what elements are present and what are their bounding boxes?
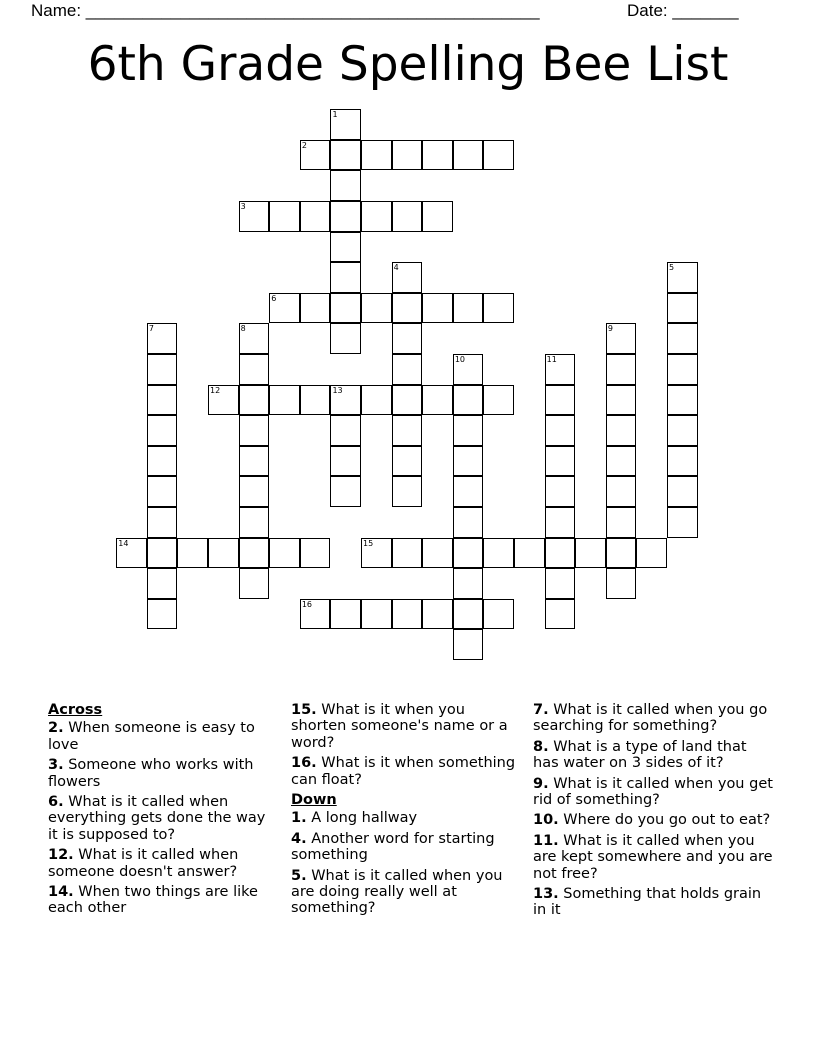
clue-down-7: 7. What is it called when you go searching for something? — [533, 702, 768, 735]
grid-cell[interactable] — [545, 507, 576, 538]
grid-cell[interactable] — [667, 507, 698, 538]
clue-down-8: 8. What is a type of land that has water on 3 sides of it? — [533, 738, 747, 772]
grid-cell[interactable] — [361, 201, 392, 232]
grid-cell[interactable] — [606, 446, 637, 477]
clue-number: 1 — [332, 110, 338, 120]
grid-cell[interactable] — [330, 140, 361, 171]
grid-cell[interactable] — [208, 538, 239, 569]
grid-cell[interactable] — [330, 109, 361, 140]
grid-cell[interactable] — [147, 354, 178, 385]
grid-cell[interactable] — [147, 446, 178, 477]
grid-cell[interactable] — [667, 476, 698, 507]
grid-cell[interactable] — [545, 599, 576, 630]
grid-cell[interactable] — [147, 538, 178, 569]
grid-cell[interactable] — [239, 201, 270, 232]
grid-cell[interactable] — [667, 385, 698, 416]
grid-cell[interactable] — [606, 354, 637, 385]
grid-cell[interactable] — [147, 385, 178, 416]
grid-cell[interactable] — [545, 446, 576, 477]
grid-cell[interactable] — [545, 568, 576, 599]
grid-cell[interactable] — [392, 476, 423, 507]
grid-cell[interactable] — [636, 538, 667, 569]
clue-number: 12 — [210, 385, 221, 395]
grid-cell[interactable] — [330, 385, 361, 416]
clue-number: 10 — [454, 355, 466, 365]
clue-across-2: 2. When someone is easy to love — [48, 720, 255, 753]
grid-cell[interactable] — [361, 599, 392, 630]
grid-cell[interactable] — [453, 415, 484, 446]
grid-cell[interactable] — [300, 293, 331, 324]
grid-cell[interactable] — [239, 568, 270, 599]
grid-cell[interactable] — [239, 385, 270, 416]
grid-cell[interactable] — [330, 446, 361, 477]
clue-down-11: 11. What is it called when you are kept somewhere and you are not free? — [533, 832, 773, 882]
grid-cell[interactable] — [422, 293, 453, 324]
clue-down-1: 1. A long hallway — [291, 810, 418, 827]
grid-cell[interactable] — [422, 538, 453, 569]
grid-cell[interactable] — [116, 538, 147, 569]
grid-cell[interactable] — [147, 568, 178, 599]
grid-cell[interactable] — [545, 415, 576, 446]
across-heading: Across — [48, 702, 103, 718]
grid-cell[interactable] — [300, 538, 331, 569]
grid-cell[interactable] — [575, 538, 606, 569]
grid-cell[interactable] — [667, 446, 698, 477]
grid-cell[interactable] — [147, 507, 178, 538]
grid-cell[interactable] — [392, 140, 423, 171]
grid-cell[interactable] — [483, 385, 514, 416]
clue-down-9: 9. What is it called when you get rid of something? — [533, 775, 773, 809]
name-field[interactable]: Name: ________________________________________________ — [31, 1, 540, 20]
grid-cell[interactable] — [453, 538, 484, 569]
grid-cell[interactable] — [606, 415, 637, 446]
grid-cell[interactable] — [422, 385, 453, 416]
grid-cell[interactable] — [453, 293, 484, 324]
grid-cell[interactable] — [606, 568, 637, 599]
grid-cell[interactable] — [453, 354, 484, 385]
grid-cell[interactable] — [483, 293, 514, 324]
grid-cell[interactable] — [453, 629, 484, 660]
grid-cell[interactable] — [269, 293, 300, 324]
page-title: 6th Grade Spelling Bee List — [87, 37, 729, 92]
clue-across-12: 12. What is it called when someone doesn't answer? — [48, 847, 239, 880]
grid-cell[interactable] — [330, 201, 361, 232]
clues-column-1 — [48, 702, 273, 921]
grid-cell[interactable] — [300, 140, 331, 171]
grid-cell[interactable] — [330, 293, 361, 324]
grid-cell[interactable] — [453, 476, 484, 507]
grid-cell[interactable] — [300, 201, 331, 232]
grid-cell[interactable] — [330, 415, 361, 446]
grid-cell[interactable] — [667, 262, 698, 293]
grid-cell[interactable] — [330, 476, 361, 507]
clue-number: 15 — [363, 538, 374, 548]
grid-cell[interactable] — [545, 354, 576, 385]
grid-cell[interactable] — [606, 385, 637, 416]
grid-cell[interactable] — [239, 446, 270, 477]
grid-cell[interactable] — [239, 476, 270, 507]
clue-across-15: 15. What is it when you shorten someone's name or a word? — [291, 702, 508, 751]
grid-cell[interactable] — [453, 568, 484, 599]
grid-cell[interactable] — [361, 293, 392, 324]
grid-cell[interactable] — [606, 323, 637, 354]
clue-down-10: 10. Where do you go out to eat? — [533, 812, 771, 829]
grid-cell[interactable] — [177, 538, 208, 569]
clue-across-14: 14. When two things are like each other — [48, 884, 258, 917]
grid-cell[interactable] — [239, 538, 270, 569]
grid-cell[interactable] — [239, 507, 270, 538]
date-field[interactable]: Date: _______ — [627, 1, 739, 20]
clue-down-5: 5. What is it called when you are doing really well at something? — [291, 867, 503, 917]
grid-cell[interactable] — [667, 354, 698, 385]
grid-cell[interactable] — [606, 507, 637, 538]
clue-number: 8 — [240, 324, 246, 334]
grid-cell[interactable] — [392, 415, 423, 446]
grid-cell[interactable] — [269, 201, 300, 232]
grid-cell[interactable] — [239, 323, 270, 354]
grid-cell[interactable] — [545, 385, 576, 416]
clue-number: 9 — [607, 324, 613, 334]
grid-cell[interactable] — [453, 446, 484, 477]
grid-cell[interactable] — [514, 538, 545, 569]
clue-number: 11 — [546, 355, 557, 365]
grid-cell[interactable] — [606, 538, 637, 569]
grid-cell[interactable] — [330, 232, 361, 263]
clue-number: 13 — [332, 385, 343, 395]
grid-cell[interactable] — [147, 476, 178, 507]
grid-cell[interactable] — [392, 446, 423, 477]
clue-across-3: 3. Someone who works with flowers — [48, 757, 254, 790]
grid-cell[interactable] — [269, 538, 300, 569]
grid-cell[interactable] — [667, 415, 698, 446]
clues-column-2 — [291, 702, 519, 921]
grid-cell[interactable] — [422, 599, 453, 630]
clue-number: 16 — [301, 599, 313, 609]
grid-cell[interactable] — [239, 354, 270, 385]
clue-number: 4 — [393, 263, 399, 273]
grid-cell[interactable] — [330, 262, 361, 293]
clue-down-4: 4. Another word for starting something — [291, 830, 495, 864]
grid-cell[interactable] — [392, 599, 423, 630]
grid-cell[interactable] — [545, 538, 576, 569]
grid-cell[interactable] — [147, 323, 178, 354]
grid-cell[interactable] — [361, 538, 392, 569]
grid-cell[interactable] — [392, 201, 423, 232]
grid-cell[interactable] — [269, 385, 300, 416]
grid-cell[interactable] — [483, 538, 514, 569]
clue-number: 7 — [148, 324, 154, 334]
clue-number: 5 — [669, 263, 675, 273]
grid-cell[interactable] — [392, 385, 423, 416]
grid-cell[interactable] — [392, 354, 423, 385]
grid-cell[interactable] — [392, 323, 423, 354]
grid-cell[interactable] — [330, 170, 361, 201]
grid-cell[interactable] — [147, 599, 178, 630]
grid-cell[interactable] — [545, 476, 576, 507]
grid-cell[interactable] — [300, 599, 331, 630]
grid-cell[interactable] — [147, 415, 178, 446]
grid-cell[interactable] — [361, 140, 392, 171]
grid-cell[interactable] — [483, 140, 514, 171]
grid-cell[interactable] — [453, 140, 484, 171]
grid-cell[interactable] — [667, 293, 698, 324]
grid-cell[interactable] — [392, 538, 423, 569]
clue-number: 2 — [301, 140, 307, 150]
grid-cell[interactable] — [453, 385, 484, 416]
grid-cell[interactable] — [606, 476, 637, 507]
grid-cell[interactable] — [453, 599, 484, 630]
clue-across-16: 16. What is it when something can float? — [291, 755, 516, 788]
clue-number: 3 — [240, 202, 246, 212]
grid-cell[interactable] — [422, 201, 453, 232]
grid-cell[interactable] — [422, 140, 453, 171]
grid-cell[interactable] — [453, 507, 484, 538]
clue-down-13: 13. Something that holds grain in it — [533, 886, 762, 919]
down-heading: Down — [291, 792, 337, 809]
grid-cell[interactable] — [392, 262, 423, 293]
grid-cell[interactable] — [239, 415, 270, 446]
grid-cell[interactable] — [361, 385, 392, 416]
grid-cell[interactable] — [483, 599, 514, 630]
grid-cell[interactable] — [300, 385, 331, 416]
clues-column-3 — [533, 702, 773, 923]
clue-number: 14 — [118, 538, 129, 548]
grid-cell[interactable] — [330, 323, 361, 354]
clue-across-6: 6. What is it called when everything gets done the way it is supposed to? — [48, 794, 266, 843]
grid-cell[interactable] — [330, 599, 361, 630]
grid-cell[interactable] — [667, 323, 698, 354]
grid-cell[interactable] — [392, 293, 423, 324]
grid-cell[interactable] — [208, 385, 239, 416]
clue-number: 6 — [271, 293, 277, 303]
